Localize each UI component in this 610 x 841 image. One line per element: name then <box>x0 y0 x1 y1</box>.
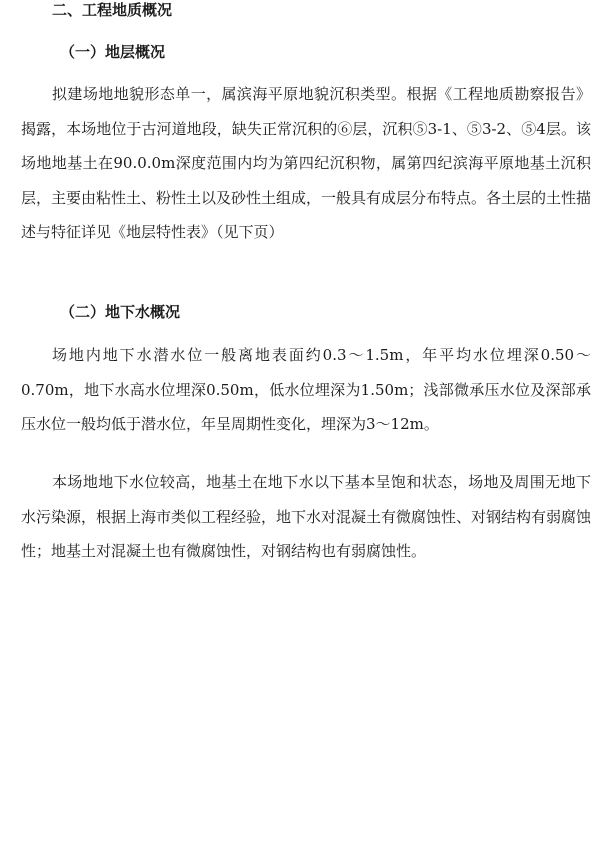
paragraph-groundwater-corrosion: 本场地地下水位较高，地基土在地下水以下基本呈饱和状态，场地及周围无地下水污染源，根据上海市类似工程经验，地下水对混凝土有微腐蚀性、对钢结构有弱腐蚀性；地基土对混凝土也有微腐蚀性，对钢结构也有弱腐蚀性。 <box>21 473 592 561</box>
paragraph-strata: 拟建场地地貌形态单一，属滨海平原地貌沉积类型。根据《工程地质勘察报告》揭露，本场地位于古河道地段，缺失正常沉积的⑥层，沉积⑤3-1、⑤3-2、⑤4层。该场地地基土在90.0.0m深度范围内均为第四纪沉积物，属第四纪滨海平原地基土沉积层，主要由粘性土、粉性土以及砂性土组成，一般具有成层分布特点。各土层的土性描述与特征详见《地层特性表》（见下页） <box>21 85 592 242</box>
section-title: 二、工程地质概况 <box>52 1 173 19</box>
subsection-title-groundwater: （二）地下水概况 <box>60 303 181 321</box>
paragraph-groundwater-levels: 场地内地下水潜水位一般离地表面约0.3～1.5m，年平均水位埋深0.50～0.70m，地下水高水位埋深0.50m，低水位埋深为1.50m；浅部微承压水位及深部承压水位一般均低于潜水位，年呈周期性变化，埋深为3～12m。 <box>21 346 591 434</box>
subsection-title-strata: （一）地层概况 <box>60 43 166 61</box>
